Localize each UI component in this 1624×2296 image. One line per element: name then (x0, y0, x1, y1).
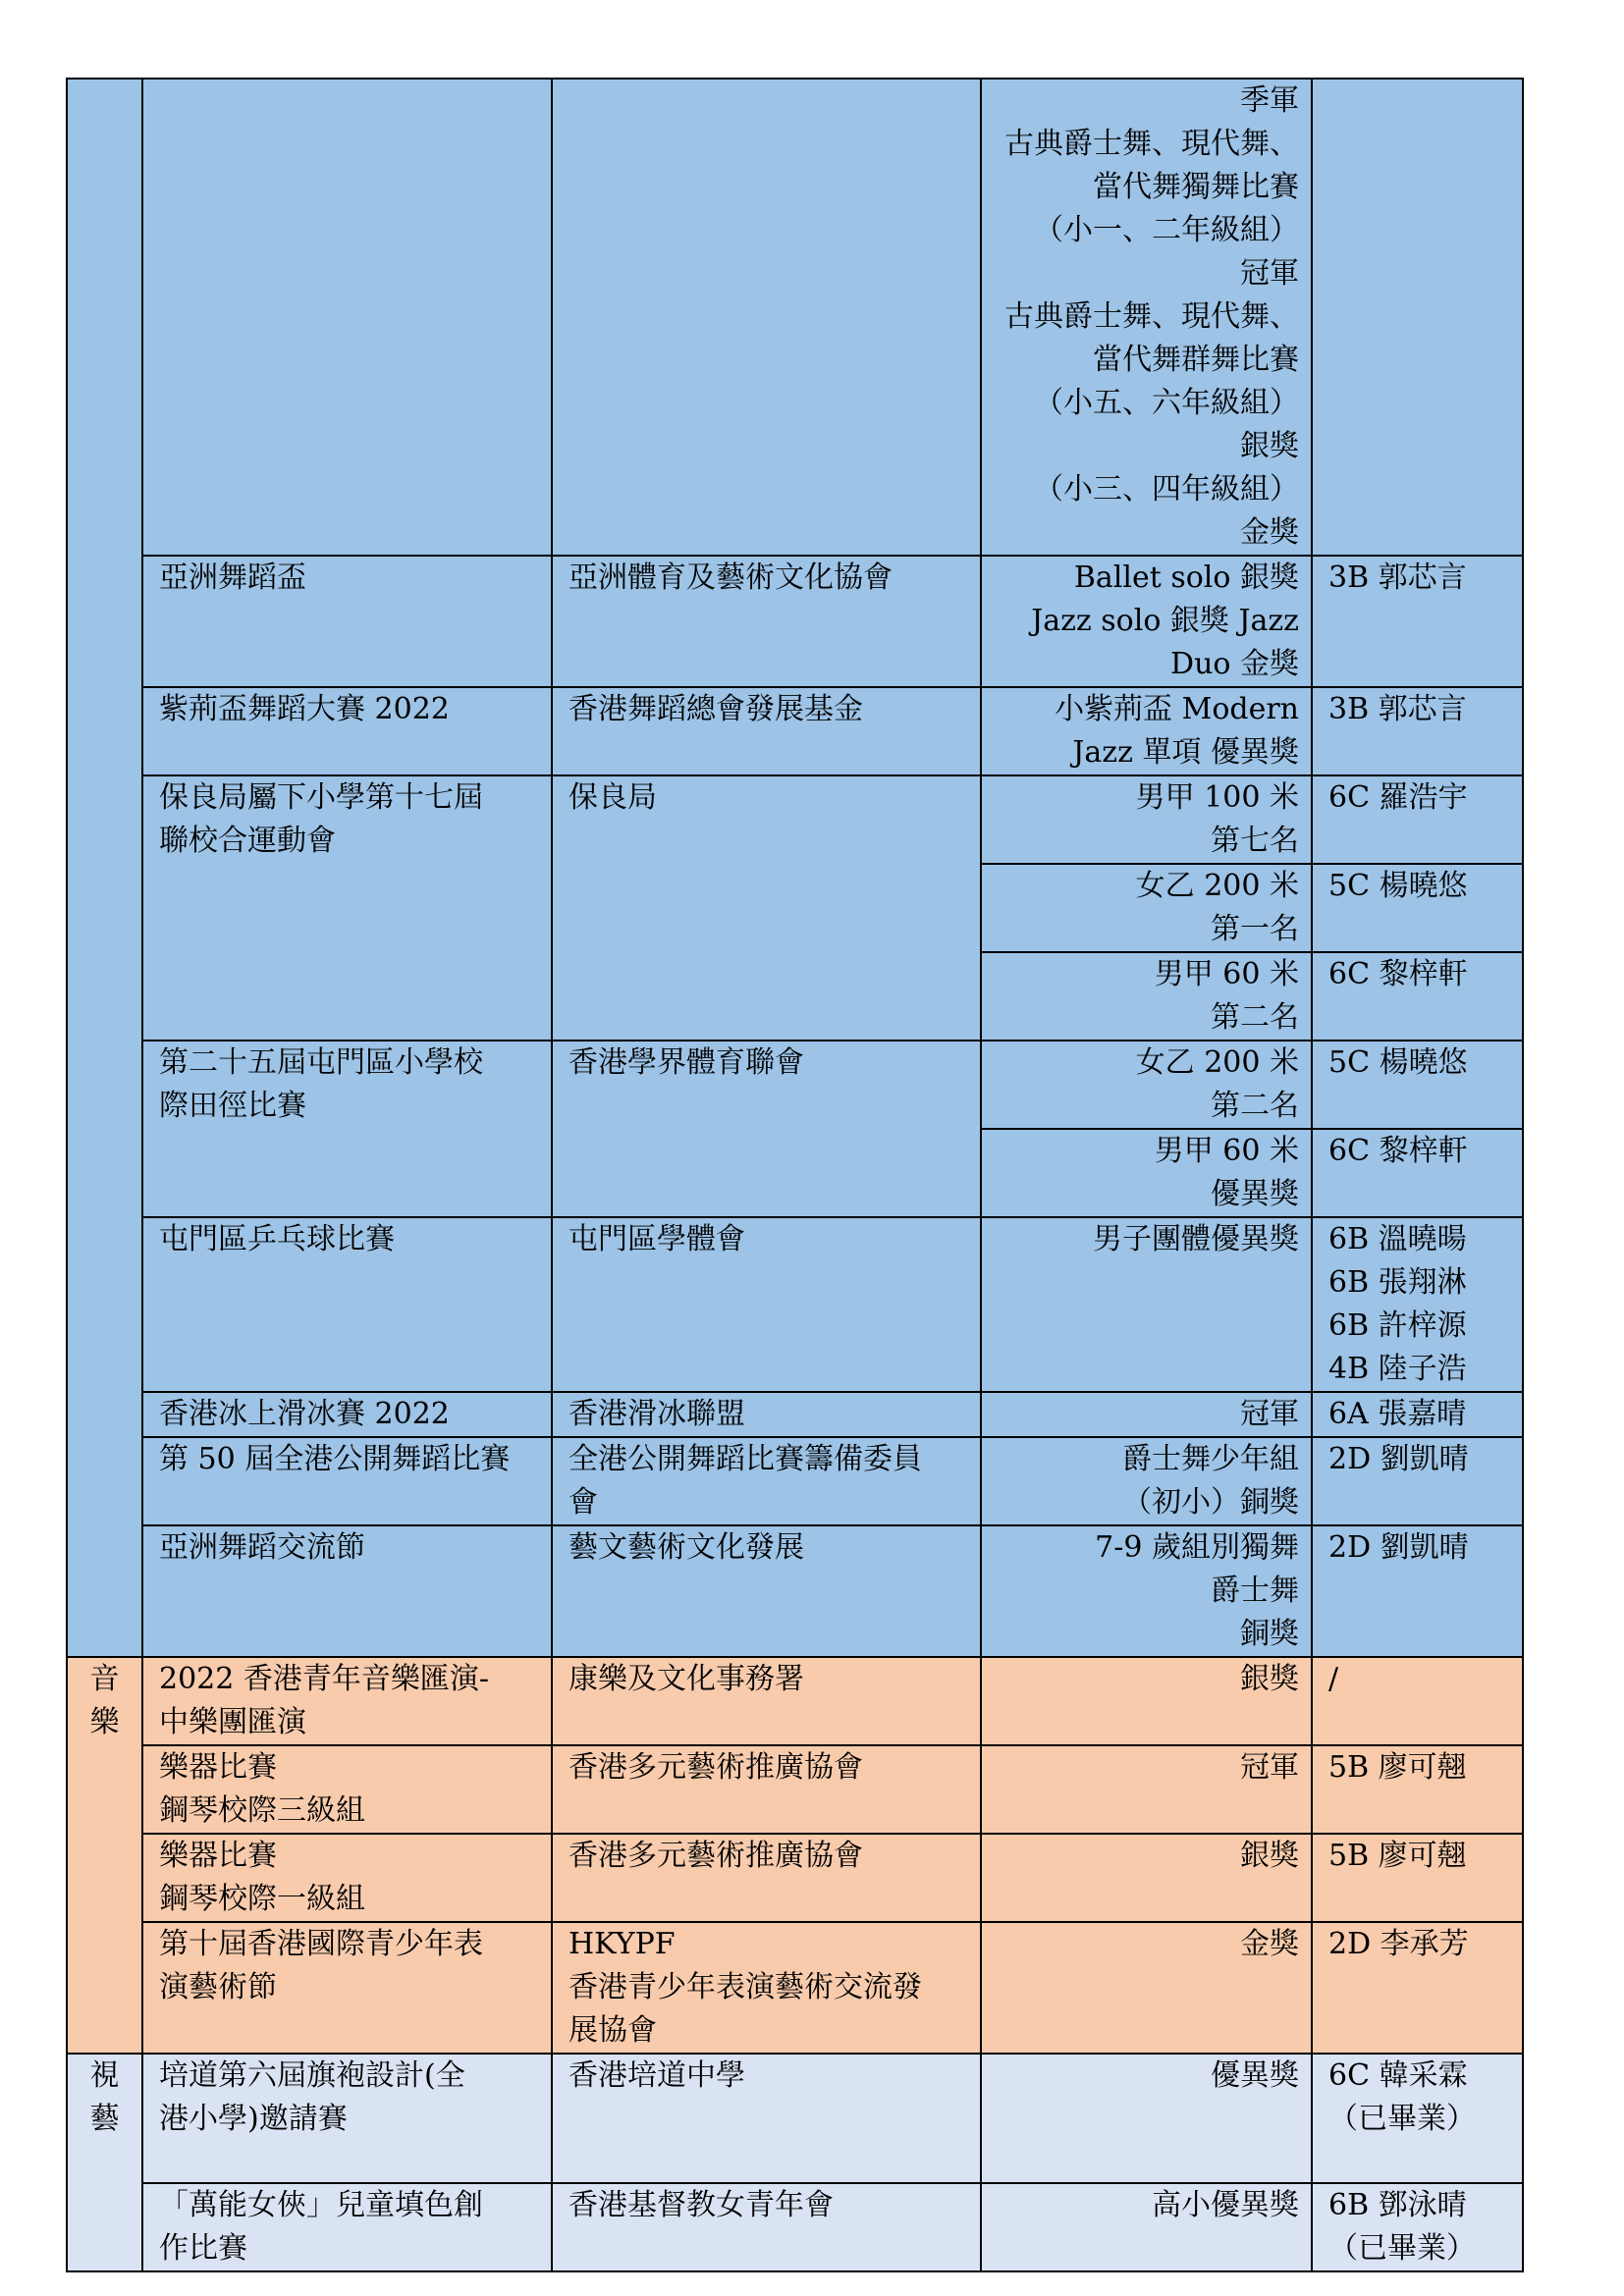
student-cell: / (1312, 1657, 1523, 1745)
organizer-cell: HKYPF 香港青少年表演藝術交流發 展協會 (552, 1922, 981, 2054)
student-cell: 2D 劉凱晴 (1312, 1525, 1523, 1657)
category-cell-visual-art (67, 2054, 142, 2271)
table-row (67, 1041, 1523, 1129)
student-cell: 5B 廖可翹 (1312, 1834, 1523, 1922)
organizer-cell: 亞洲體育及藝術文化協會 (552, 556, 981, 687)
awards-table (66, 78, 1524, 2272)
event-cell: 樂器比賽 鋼琴校際三級組 (142, 1745, 552, 1834)
organizer-cell: 香港基督教女青年會 (552, 2183, 981, 2271)
student-cell: 2D 劉凱晴 (1312, 1437, 1523, 1525)
award-cell: Ballet solo 銀獎 Jazz solo 銀獎 Jazz Duo 金獎 (981, 556, 1312, 687)
student-cell: 3B 郭芯言 (1312, 687, 1523, 775)
award-cell: 銀獎 (981, 1657, 1312, 1745)
award-cell: 女乙 200 米 第一名 (981, 864, 1312, 952)
award-cell: 7-9 歲組別獨舞 爵士舞 銅獎 (981, 1525, 1312, 1657)
award-line: 古典爵士舞、現代舞、 (1004, 299, 1299, 334)
student-cell: 6C 黎梓軒 (1312, 1129, 1523, 1217)
category-char: 音 (89, 1662, 120, 1696)
award-line: （小一、二年級組） (1034, 213, 1299, 247)
event-cell: 「萬能女俠」兒童填色創 作比賽 (142, 2183, 552, 2271)
student-cell: 6B 溫曉暘 6B 張翔淋 6B 許梓源 4B 陸子浩 (1312, 1217, 1523, 1392)
event-cell: 保良局屬下小學第十七屆 聯校合運動會 (142, 775, 552, 1041)
table-row (67, 2054, 1523, 2183)
award-line: （小三、四年級組） (1034, 472, 1299, 507)
student-cell: 6C 韓采霖 （已畢業） (1312, 2054, 1523, 2183)
award-line: 古典爵士舞、現代舞、 (1004, 127, 1299, 161)
award-cell (981, 79, 1312, 556)
event-cell: 紫荊盃舞蹈大賽 2022 (142, 687, 552, 775)
category-label-visual-art (68, 2055, 141, 2141)
student-cell: 6B 鄧泳晴 （已畢業） (1312, 2183, 1523, 2271)
award-line: 金獎 (1240, 515, 1299, 550)
student-cell: 5B 廖可翹 (1312, 1745, 1523, 1834)
award-cell: 小紫荊盃 Modern Jazz 單項 優異獎 (981, 687, 1312, 775)
table-row (67, 775, 1523, 864)
table-row (67, 1392, 1523, 1437)
event-cell: 香港冰上滑冰賽 2022 (142, 1392, 552, 1437)
table-row (67, 1217, 1523, 1392)
category-cell-dance (67, 79, 142, 1657)
table-row (67, 1525, 1523, 1657)
table-row (67, 1922, 1523, 2054)
student-cell: 2D 李承芳 (1312, 1922, 1523, 2054)
award-cell: 金獎 (981, 1922, 1312, 2054)
student-cell: 6C 羅浩宇 (1312, 775, 1523, 864)
award-cell: 男子團體優異獎 (981, 1217, 1312, 1392)
award-cell: 女乙 200 米 第二名 (981, 1041, 1312, 1129)
table-row (67, 2183, 1523, 2271)
award-line: 冠軍 (1240, 256, 1299, 291)
award-cell: 優異獎 (981, 2054, 1312, 2183)
organizer-cell: 香港多元藝術推廣協會 (552, 1834, 981, 1922)
event-cell: 培道第六屆旗袍設計(全 港小學)邀請賽 (142, 2054, 552, 2183)
award-cell: 爵士舞少年組 （初小）銅獎 (981, 1437, 1312, 1525)
organizer-cell (552, 79, 981, 556)
table-row (67, 1657, 1523, 1745)
event-cell: 第二十五屆屯門區小學校 際田徑比賽 (142, 1041, 552, 1217)
organizer-cell: 香港多元藝術推廣協會 (552, 1745, 981, 1834)
table-row (67, 556, 1523, 687)
student-cell (1312, 79, 1523, 556)
award-cell: 銀獎 (981, 1834, 1312, 1922)
table-row (67, 1437, 1523, 1525)
category-char: 藝 (89, 2102, 120, 2136)
event-cell (142, 79, 552, 556)
category-cell-music (67, 1657, 142, 2054)
event-cell: 亞洲舞蹈交流節 (142, 1525, 552, 1657)
table-row (67, 687, 1523, 775)
award-cell: 冠軍 (981, 1392, 1312, 1437)
student-cell: 6A 張嘉晴 (1312, 1392, 1523, 1437)
table-row (67, 1745, 1523, 1834)
student-cell: 6C 黎梓軒 (1312, 952, 1523, 1041)
student-cell: 5C 楊曉悠 (1312, 864, 1523, 952)
event-cell: 樂器比賽 鋼琴校際一級組 (142, 1834, 552, 1922)
organizer-cell: 香港舞蹈總會發展基金 (552, 687, 981, 775)
event-cell: 第 50 屆全港公開舞蹈比賽 (142, 1437, 552, 1525)
event-cell: 屯門區乒乓球比賽 (142, 1217, 552, 1392)
organizer-cell: 藝文藝術文化發展 (552, 1525, 981, 1657)
organizer-cell: 香港學界體育聯會 (552, 1041, 981, 1217)
award-line: （小五、六年級組） (1034, 386, 1299, 420)
award-cell: 高小優異獎 (981, 2183, 1312, 2271)
award-line: 銀獎 (1240, 429, 1299, 463)
award-cell: 男甲 60 米 第二名 (981, 952, 1312, 1041)
organizer-cell: 屯門區學體會 (552, 1217, 981, 1392)
table-row (67, 1834, 1523, 1922)
table-row (67, 79, 1523, 556)
organizer-cell: 康樂及文化事務署 (552, 1657, 981, 1745)
event-cell: 亞洲舞蹈盃 (142, 556, 552, 687)
award-line: 季軍 (1240, 83, 1299, 118)
award-cell: 男甲 60 米 優異獎 (981, 1129, 1312, 1217)
organizer-cell: 保良局 (552, 775, 981, 1041)
award-line: 當代舞獨舞比賽 (1093, 170, 1299, 204)
organizer-cell: 香港培道中學 (552, 2054, 981, 2183)
award-cell: 男甲 100 米 第七名 (981, 775, 1312, 864)
award-cell: 冠軍 (981, 1745, 1312, 1834)
organizer-cell: 香港滑冰聯盟 (552, 1392, 981, 1437)
category-char: 視 (89, 2058, 120, 2093)
student-cell: 3B 郭芯言 (1312, 556, 1523, 687)
event-cell: 第十屆香港國際青少年表 演藝術節 (142, 1922, 552, 2054)
event-cell: 2022 香港青年音樂匯演- 中樂團匯演 (142, 1657, 552, 1745)
student-cell: 5C 楊曉悠 (1312, 1041, 1523, 1129)
category-char: 樂 (89, 1705, 120, 1739)
category-label-music (68, 1658, 141, 1744)
organizer-cell: 全港公開舞蹈比賽籌備委員 會 (552, 1437, 981, 1525)
award-line: 當代舞群舞比賽 (1093, 343, 1299, 377)
